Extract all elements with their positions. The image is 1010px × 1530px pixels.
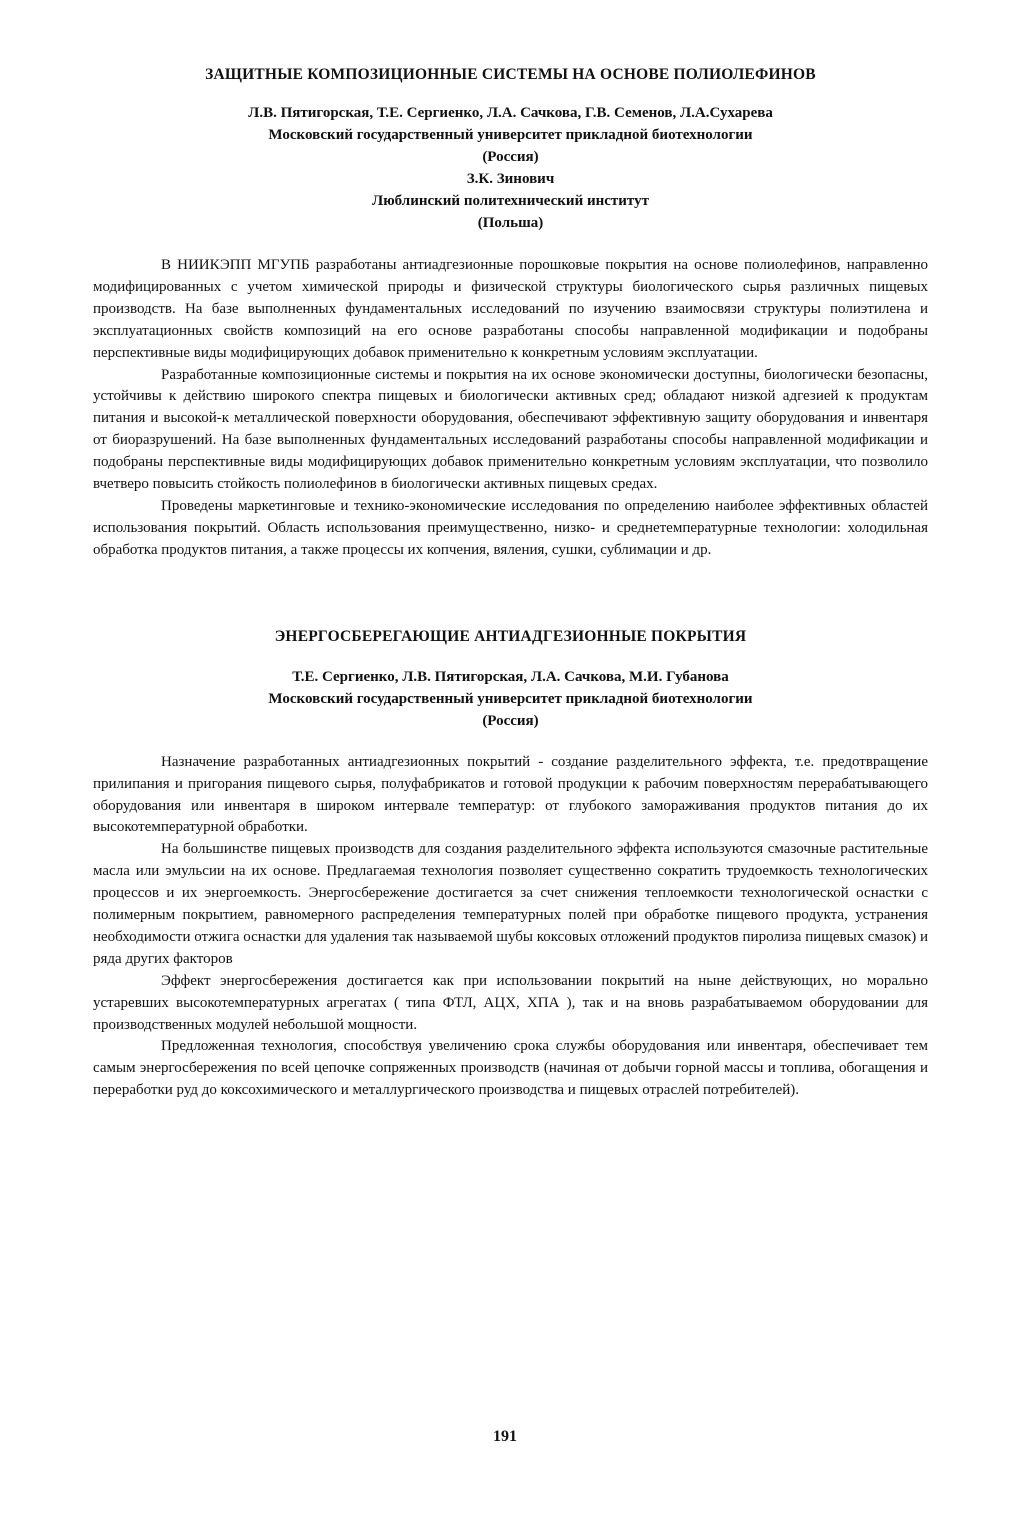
article-2-paragraph: Предложенная технология, способствуя увеличению срока службы оборудования или инвентаря, обеспечивает тем самым энергосбережения по всей цепочке сопряженных производств (начиная от добычи горной массы и топлива, обогащения и переработки руд до коксохимического и металлургического производства и пищевых отраслей потребителей). <box>93 1038 928 1099</box>
article-1-country-2: (Польша) <box>477 215 544 231</box>
article-1-country-1: (Россия) <box>482 149 539 165</box>
article-1-title: ЗАЩИТНЫЕ КОМПОЗИЦИОННЫЕ СИСТЕМЫ НА ОСНОВЕ ПОЛИОЛЕФИНОВ <box>205 66 816 83</box>
article-1-affiliation-1: Московский государственный университет прикладной биотехнологии <box>268 127 753 143</box>
article-1-affiliation-2: Люблинский политехнический институт <box>372 193 649 209</box>
page-content <box>93 66 928 1102</box>
article-2-authors: Т.Е. Сергиенко, Л.В. Пятигорская, Л.А. Сачкова, М.И. Губанова <box>292 668 729 685</box>
article-1-paragraph: Разработанные композиционные системы и покрытия на их основе экономически доступны, биологически безопасны, устойчивы к действию широкого спектра пищевых и биологически активных сред; обладают низкой адгезией к продуктам питания и высокой-к металлической поверхности оборудования, обеспечивают эффективную защиту оборудования и инвентаря от биоразрушений. На базе выполненных фундаментальных исследований разработаны способы направленной модификации и подобраны перспективные виды модифицирующих добавок применительно конкретным условиям эксплуатации, что позволило вчетверо повысить стойкость полиолефинов в биологически активных пищевых средах. <box>93 366 928 493</box>
article-1-body <box>93 255 928 562</box>
article-2-paragraph: На большинстве пищевых производств для создания разделительного эффекта используются смазочные растительные масла или эмульсии на их основе. Предлагаемая технология позволяет существенно сократить трудоемкость технологических процессов и их энергоемкость. Энергосбережение достигается за счет снижения теплоемкости технологической оснастки с полимерным покрытием, равномерного распределения температурных полей при обработке пищевого продукта, устранения необходимости отжига оснастки для удаления так называемой шубы коксовых отложений продуктов пиролиза пищевых смазок) и ряда других факторов <box>93 841 928 967</box>
article-2-body <box>93 752 928 1103</box>
article-1 <box>93 66 928 562</box>
article-2-affiliation: Московский государственный университет прикладной биотехнологии <box>268 690 753 707</box>
article-2-paragraph: Назначение разработанных антиадгезионных покрытий - создание разделительного эффекта, т.е. предотвращение прилипания и пригорания пищевого сырья, полуфабрикатов и готовой продукции к рабочим поверхностям перерабатывающего оборудования или инвентаря в широком интервале температур: от глубокого замораживания продуктов питания до их высокотемпературной обработки. <box>93 753 928 836</box>
article-2-paragraph: Эффект энергосбережения достигается как при использовании покрытий на ныне действующих, но морально устаревших высокотемпературных агрегатах ( типа ФТЛ, АЦХ, ХПА ), так и на вновь разрабатываемом оборудовании для производственных модулей небольшой мощности. <box>93 972 928 1033</box>
article-1-authors: Л.В. Пятигорская, Т.Е. Сергиенко, Л.А. Сачкова, Г.В. Семенов, Л.А.Сухарева <box>248 105 773 121</box>
article-2 <box>93 628 928 1103</box>
article-1-paragraph: Проведены маркетинговые и технико-экономические исследования по определению наиболее эффективных областей использования покрытий. Область использования преимущественно, низко- и среднетемпературные технологии: холодильная обработка продуктов питания, а также процессы их копчения, вяления, сушки, сублимации и др. <box>93 497 928 558</box>
article-1-paragraph: В НИИКЭПП МГУПБ разработаны антиадгезионные порошковые покрытия на основе полиолефинов, направленно модифицированных с учетом химической природы и физической структуры биологического сырья различных пищевых производств. На базе выполненных фундаментальных исследований по изучению взаимосвязи структуры полиэтилена и эксплуатационных свойств композиций на его основе разработаны способы направленной модификации и подобраны перспективные виды модифицирующих добавок применительно к конкретным условиям эксплуатации. <box>93 257 928 361</box>
article-2-title: ЭНЕРГОСБЕРЕГАЮЩИЕ АНТИАДГЕЗИОННЫЕ ПОКРЫТИЯ <box>274 627 747 645</box>
article-1-author-2: З.К. Зинович <box>466 171 555 187</box>
article-2-country: (Россия) <box>482 712 539 729</box>
page-number: 191 <box>493 1428 517 1445</box>
